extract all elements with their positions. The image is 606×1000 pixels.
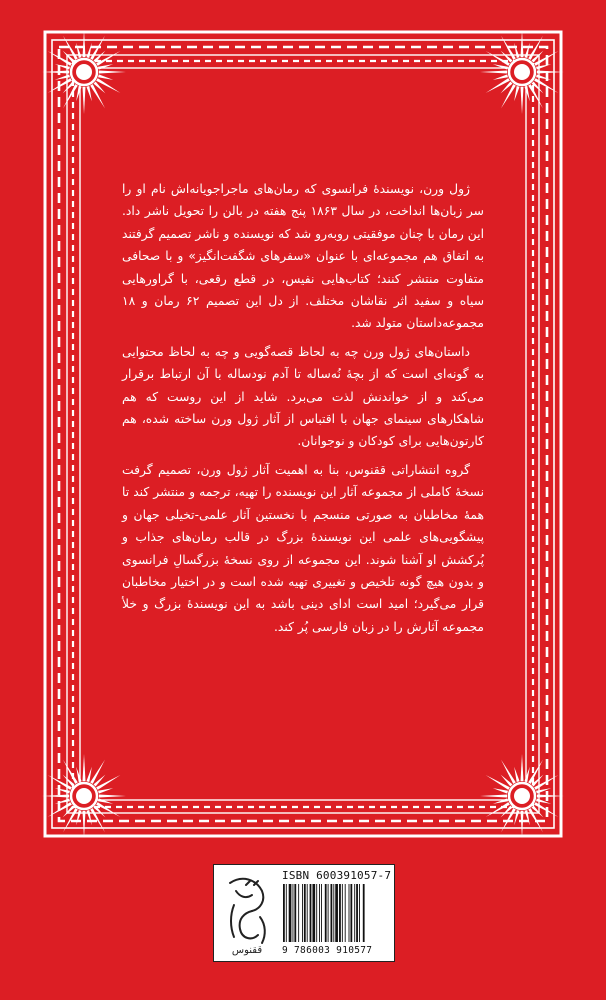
isbn-barcode-box [213, 864, 395, 962]
barcode [282, 884, 390, 942]
sunburst-icon-bottom-right [480, 754, 564, 838]
blurb-paragraph-2: داستان‌های ژول ورن چه به لحاظ قصه‌گویی و چه به لحاظ محتوایی به گونه‌ای است که از بچهٔ نُه‌ساله تا آدم نودساله با آن ارتباط برقرار می‌کند و از خواندنش لذت می‌برد. شاید از این روست که هم شاهکارهای سینمای جهان با اقتباس از آثار ژول ورن ساخته شده، هم کارتون‌هایی برای کودکان و نوجوانان. [122, 344, 484, 449]
blurb-paragraph-1: ژول ورن، نویسندهٔ فرانسوی که رمان‌های ماجراجویانه‌اش نام او را سر زبان‌ها انداخت، در سال ۱۸۶۳ پنج هفته در بالن را تحویل ناشر داد. این رمان با چنان موفقیتی روبه‌رو شد که نویسنده و ناشر تصمیم گرفتند به اتفاق هم مجموعه‌ای با عنوان «سفرهای شگفت‌انگیز» و با صحافی متفاوت منتشر کنند؛ کتاب‌هایی نفیس، در قطع رقعی، با گراورهایی سیاه و سفید اثر نقاشان مختلف. از دل این تصمیم ۶۲ رمان و ۱۸ مجموعه‌داستان متولد شد. [122, 182, 485, 331]
sunburst-icon-bottom-left [42, 754, 126, 838]
sunburst-icon-top-left [42, 30, 126, 114]
publisher-logo-text: ققنوس [231, 945, 263, 956]
back-cover-blurb [122, 178, 484, 644]
isbn-label: ISBN 600391057-7 [282, 869, 392, 882]
isbn-digits: 9 786003 910577 [282, 945, 373, 956]
sunburst-icon-top-right [480, 30, 564, 114]
blurb-paragraph-3: گروه انتشاراتی ققنوس، بنا به اهمیت آثار ژول ورن، تصمیم گرفت نسخهٔ کاملی از مجموعه آثار این نویسنده را تهیه، ترجمه و منتشر کند تا همهٔ مخاطبان به صورتی منسجم با نخستین آثار علمی-تخیلی جهان و پیشگویی‌های علمی این نویسندهٔ بزرگ در قالب رمان‌های جذاب و پُرکشش او آشنا شوند. این مجموعه از روی نسخهٔ بزرگسالِ فرانسوی و بدون هیچ گونه تلخیص و تغییری تهیه شده است و در اختیار مخاطبان قرار می‌گیرد؛ امید است ادای دینی باشد به این نویسندهٔ بزرگ و خلأ مجموعه آثارش را در زبان فارسی پُر کند. [122, 462, 484, 634]
phoenix-logo-icon [216, 869, 278, 957]
